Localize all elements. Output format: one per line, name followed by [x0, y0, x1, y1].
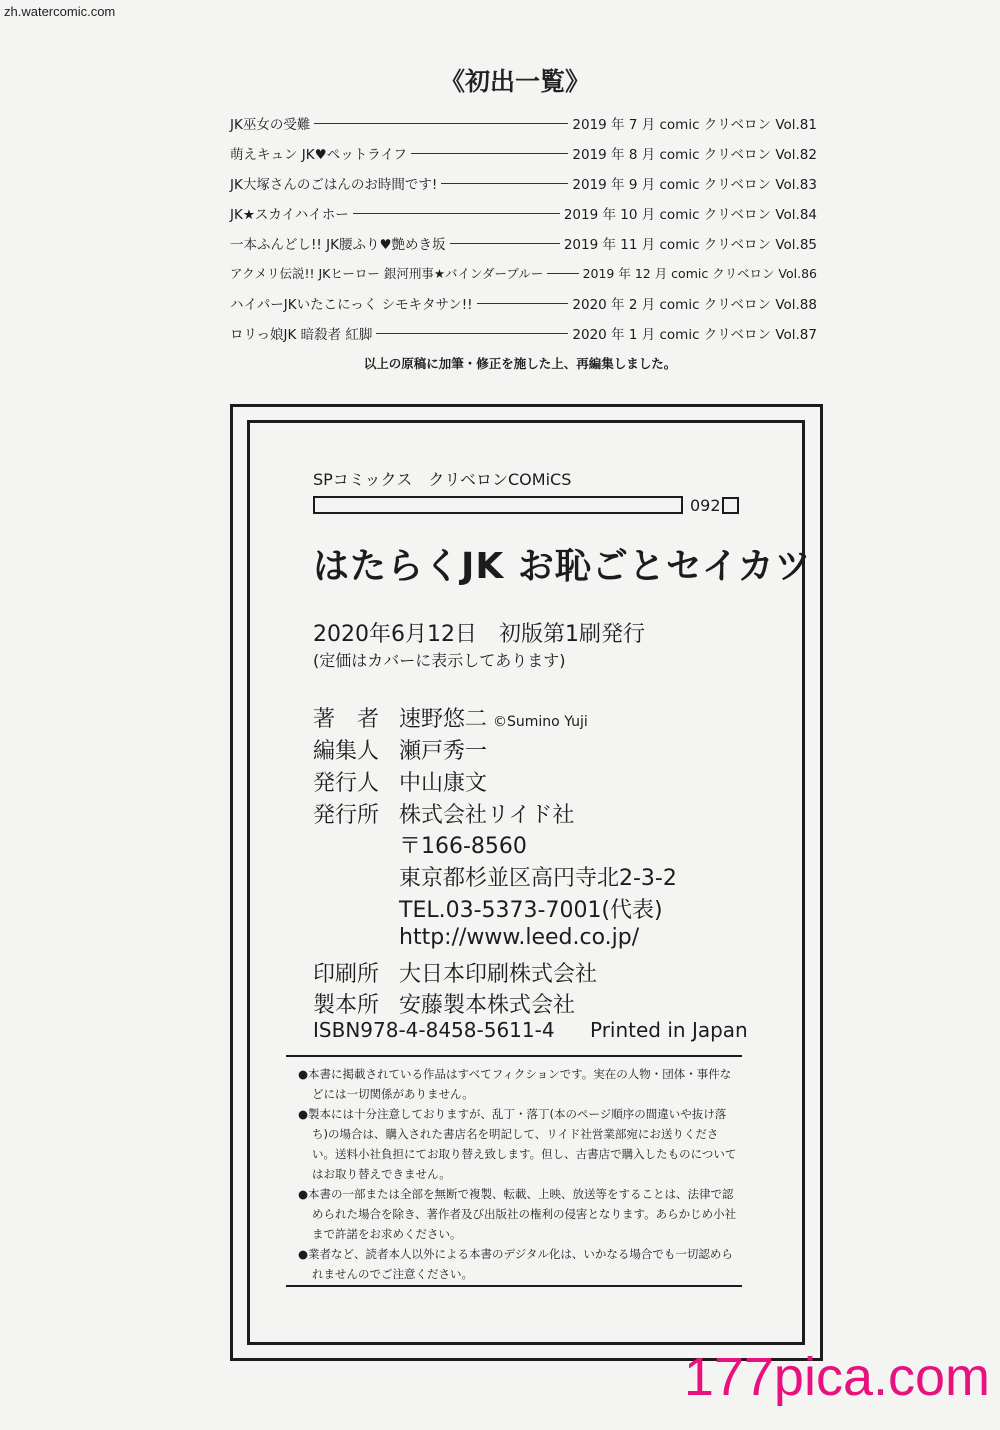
postal-code: 〒166-8560 — [399, 834, 527, 859]
notice-digital: ●業者など、読者本人以外による本書のデジタル化は、いかなる場合でも一切認められませんのでご注意ください。 — [298, 1247, 733, 1281]
author-row — [313, 702, 588, 732]
isbn: ISBN978-4-8458-5611-4 — [313, 1018, 555, 1042]
binder-name: 安藤製本株式会社 — [399, 993, 576, 1018]
entry-source: 2020 年 2 月 comic クリベロン Vol.88 — [572, 297, 817, 313]
editor-name: 瀬戸秀一 — [399, 739, 488, 764]
entry-story: ハイパーJKいたこにっく シモキタサン!! — [230, 297, 473, 313]
printed-in: Printed in Japan — [590, 1018, 748, 1042]
author-name: 速野悠二 — [399, 707, 488, 732]
legal-notices — [286, 1055, 742, 1287]
first-publication-entry — [230, 318, 817, 348]
release-date: 2020年6月12日 初版第1刷発行 — [313, 622, 645, 647]
copyright: ©Sumino Yuji — [493, 714, 588, 730]
entry-story: アクメリ伝説!! JKヒーロー 銀河刑事★バインダーブルー — [230, 266, 544, 281]
first-publication-entry — [230, 288, 817, 318]
entry-source: 2019 年 12 月 comic クリベロン Vol.86 — [582, 266, 817, 281]
entry-story: 萌えキュン JK♥ペットライフ — [230, 147, 407, 163]
watermark-bottom: 177pica.com — [683, 1347, 990, 1407]
entry-source: 2019 年 9 月 comic クリベロン Vol.83 — [572, 177, 817, 193]
entry-story: JK大塚さんのごはんのお時間です! — [230, 177, 438, 193]
entry-story: JK巫女の受難 — [230, 117, 311, 133]
entry-source: 2020 年 1 月 comic クリベロン Vol.87 — [572, 327, 817, 343]
publisher-label: 発行所 — [313, 803, 380, 828]
code-bar — [313, 496, 683, 514]
website-url: http://www.leed.co.jp/ — [399, 925, 640, 950]
first-publication-entry — [230, 138, 817, 168]
entry-source: 2019 年 10 月 comic クリベロン Vol.84 — [563, 207, 817, 223]
first-publication-entry — [230, 168, 817, 198]
publisher-name: 株式会社リイド社 — [399, 803, 575, 828]
address: 東京都杉並区高円寺北2-3-2 — [399, 866, 677, 891]
printer-row — [313, 957, 597, 987]
code-number: 092 — [690, 496, 721, 515]
first-publication-entry — [230, 258, 817, 288]
publisher-row — [313, 798, 574, 828]
binder-row — [313, 988, 575, 1018]
notice-copyright: ●本書の一部または全部を無断で複製、転載、上映、放送等をすることは、法律で認められた場合を除き、著作者及び出版社の権利の侵害となります。あらかじめ小社まで許諾をお求めください。 — [298, 1187, 737, 1241]
printer-label: 印刷所 — [313, 962, 380, 987]
first-publication-entry — [230, 198, 817, 228]
entry-story: ロリっ娘JK 暗殺者 紅脚 — [230, 327, 373, 343]
first-publication-entry — [230, 228, 817, 258]
entry-story: 一本ふんどし!! JK腰ふり♥艶めき坂 — [230, 237, 446, 253]
notice-defects: ●製本には十分注意しておりますが、乱丁・落丁(本のページ順序の間違いや抜け落ち)の場合は、購入された書店名を明記して、リイド社営業部宛にお送りください。送料小社負担にてお取り替え致します。但し、古書店で購入したものについてはお取り替えできません。 — [298, 1107, 737, 1181]
entry-source: 2019 年 11 月 comic クリベロン Vol.85 — [563, 237, 817, 253]
entry-story: JK★スカイハイホー — [230, 207, 349, 223]
author-label: 著 者 — [313, 707, 380, 732]
editor-row — [313, 734, 487, 764]
editor-label: 編集人 — [313, 739, 380, 764]
notice-fiction: ●本書に掲載されている作品はすべてフィクションです。実在の人物・団体・事件などには一切関係がありません。 — [298, 1067, 732, 1101]
first-publication-list — [0, 62, 1000, 102]
imprint-label: SPコミックス クリベロンCOMiCS — [313, 470, 572, 489]
publisher-person-name: 中山康文 — [399, 771, 488, 796]
price-note: (定価はカバーに表示してあります) — [313, 651, 566, 670]
printer-name: 大日本印刷株式会社 — [399, 962, 598, 987]
entry-source: 2019 年 7 月 comic クリベロン Vol.81 — [572, 117, 817, 133]
first-publication-entry — [230, 108, 817, 138]
publisher-person-row — [313, 766, 487, 796]
first-publication-note: 以上の原稿に加筆・修正を施した上、再編集しました。 — [363, 356, 677, 371]
telephone: TEL.03-5373-7001(代表) — [399, 898, 663, 923]
entry-source: 2019 年 8 月 comic クリベロン Vol.82 — [572, 147, 817, 163]
code-checkbox — [722, 497, 739, 514]
binder-label: 製本所 — [313, 993, 380, 1018]
publisher-person-label: 発行人 — [313, 771, 380, 796]
book-title: はたらくJK お恥ごとセイカツ — [313, 546, 812, 587]
first-publication-title: 《初出一覧》 — [439, 67, 590, 96]
watermark-top: zh.watercomic.com — [4, 4, 116, 19]
